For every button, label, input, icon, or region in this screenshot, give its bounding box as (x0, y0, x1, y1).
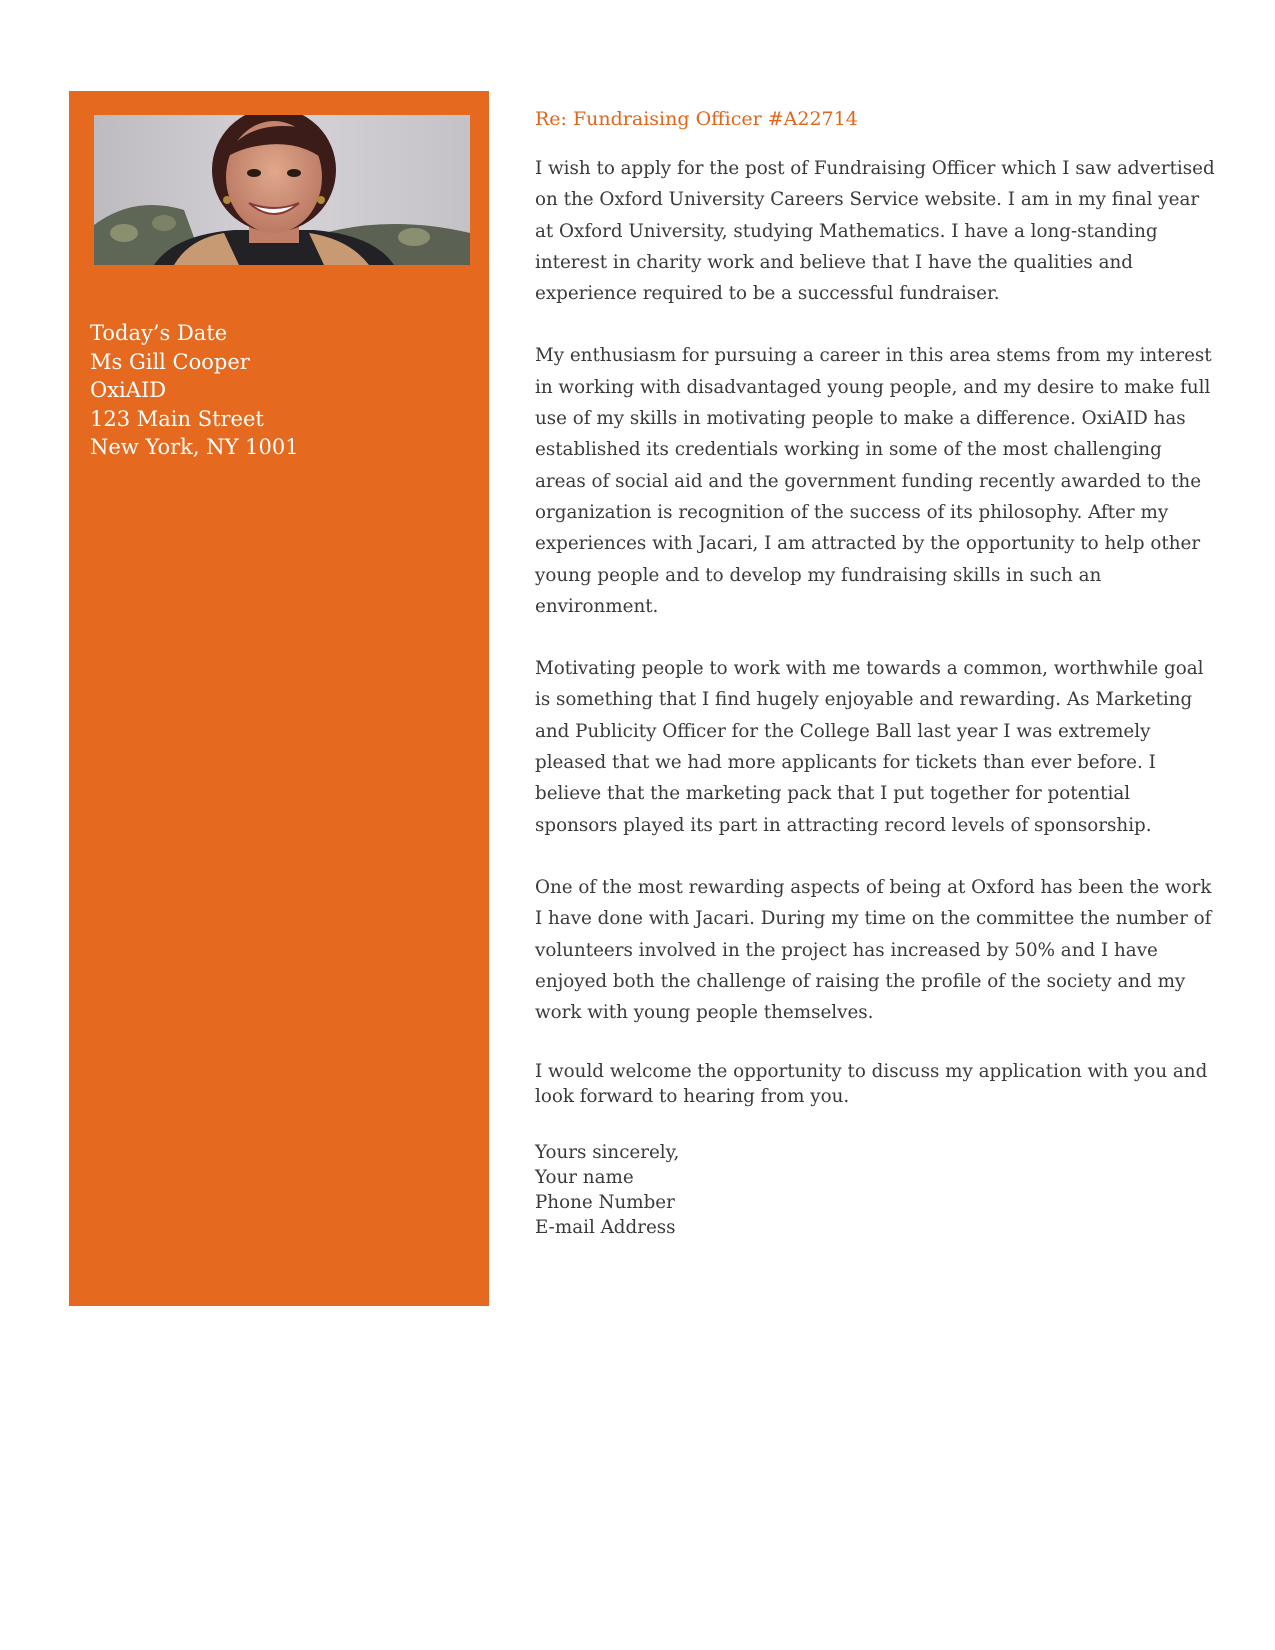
recipient-address (90, 319, 299, 462)
letter-paragraph-2: My enthusiasm for pursuing a career in this area stems from my interest in working with disadvantaged young people, and my desire to make full use of my skills in motivating people to make a difference. OxiAID has established its credentials working in some of the most challenging areas of social aid and the government funding recently awarded to the organization is recognition of the success of its philosophy. After my experiences with Jacari, I am attracted by the opportunity to help other young people and to develop my fundraising skills in such an environment. (535, 345, 1212, 617)
letter-paragraph-1: I wish to apply for the post of Fundraising Officer which I saw advertised on the Oxford University Careers Service website. I am in my final year at Oxford University, studying Mathematics. I have a long-standing interest in charity work and believe that I have the qualities and experience required to be a successful fundraiser. (535, 158, 1215, 305)
address-street: 123 Main Street (90, 406, 264, 431)
signoff-salutation: Yours sincerely, (535, 1142, 680, 1164)
address-city: New York, NY 1001 (90, 435, 299, 459)
letter-subject: Re: Fundraising Officer #A22714 (535, 108, 858, 130)
letter-paragraph-3: Motivating people to work with me towards a common, worthwhile goal is something that I find hugely enjoyable and rewarding. As Marketing and Publicity Officer for the College Ball last year I was extremely pleased that we had more applicants for tickets than ever before. I believe that the marketing pack that I put together for potential sponsors played its part in attracting record levels of sponsorship. (535, 658, 1204, 836)
address-date: Today’s Date (90, 321, 228, 345)
sidebar-panel (69, 91, 489, 1306)
signoff-email: E-mail Address (535, 1217, 676, 1239)
address-organization: OxiAID (90, 378, 167, 402)
signoff-phone: Phone Number (535, 1192, 675, 1214)
address-recipient-name: Ms Gill Cooper (90, 349, 250, 374)
letter-signoff (535, 1140, 1215, 1240)
letter-closing-paragraph: I would welcome the opportunity to discuss my application with you and look forward to hearing from you. (535, 1061, 1208, 1108)
signoff-name: Your name (535, 1167, 634, 1189)
letter-body (535, 107, 1215, 1240)
letter-paragraph-4: One of the most rewarding aspects of being at Oxford has been the work I have done with Jacari. During my time on the committee the number of volunteers involved in the project has increased by 50% and I have enjoyed both the challenge of raising the profile of the society and my work with young people themselves. (535, 876, 1212, 1024)
portrait-photo (94, 115, 470, 265)
